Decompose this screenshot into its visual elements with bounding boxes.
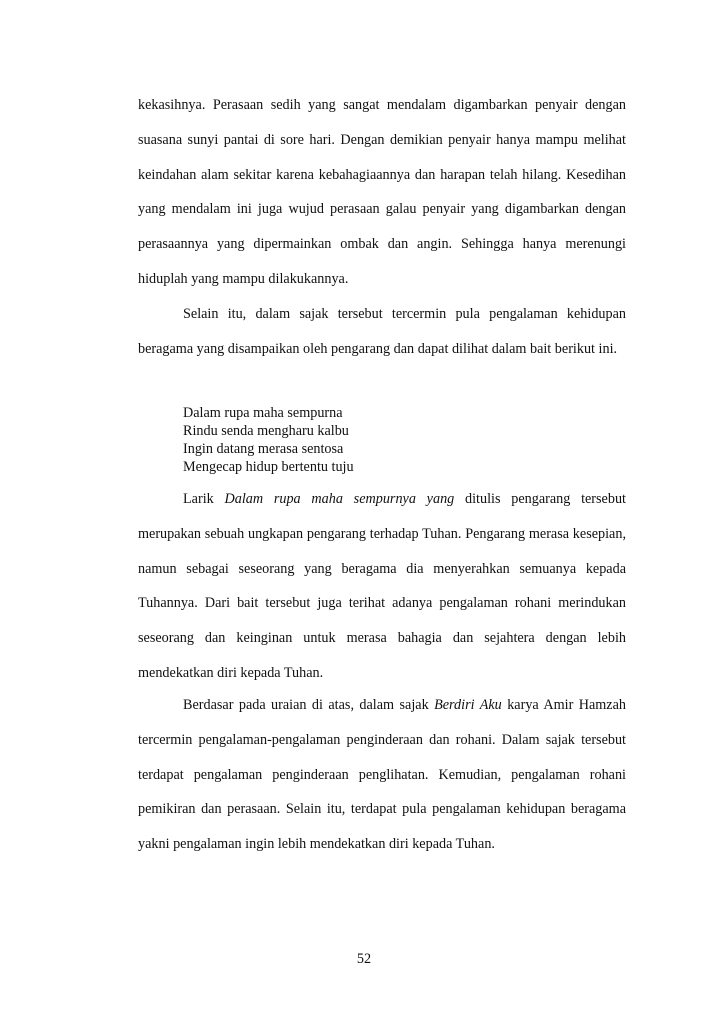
paragraph-4-start: Berdasar pada uraian di atas, dalam sajak <box>183 697 435 713</box>
poem-line: Dalam rupa maha sempurna <box>183 405 343 421</box>
paragraph-3 <box>138 482 626 691</box>
paragraph-3-start: Larik <box>183 491 225 507</box>
poem-line: Ingin datang merasa sentosa <box>183 441 344 457</box>
quoted-line-italic: Dalam rupa maha sempurnya yang <box>224 491 455 507</box>
paragraph-2: Selain itu, dalam sajak tersebut tercermin pula pengalaman kehidupan beragama yang disampaikan oleh pengarang dan dapat dilihat dalam bait berikut ini. <box>138 306 626 357</box>
poem-line: Rindu senda mengharu kalbu <box>183 423 349 439</box>
paragraph-1: kekasihnya. Perasaan sedih yang sangat mendalam digambarkan penyair dengan suasana sunyi pantai di sore hari. Dengan demikian penyair hanya mampu melihat keindahan alam sekitar karena kebahagiaannya dan harapan telah hilang. Kesedihan yang mendalam ini juga wujud perasaan galau penyair yang digambarkan dengan perasaannya yang dipermainkan ombak dan angin. Sehingga hanya merenungi hiduplah yang mampu dilakukannya. <box>138 97 626 287</box>
paragraph-4-rest: karya Amir Hamzah tercermin pengalaman-pengalaman penginderaan dan rohani. Dalam sajak tersebut terdapat pengalaman penginderaan penglihatan. Kemudian, pengalaman rohani pemikiran dan perasaan. Selain itu, terdapat pula pengalaman kehidupan beragama yakni pengalaman ingin lebih mendekatkan diri kepada Tuhan. <box>138 697 626 853</box>
poem-title-italic: Berdiri Aku <box>434 697 502 713</box>
paragraph-4 <box>138 688 626 862</box>
poem-line: Mengecap hidup bertentu tuju <box>183 459 354 475</box>
poem-stanza <box>183 404 354 476</box>
page-number: 52 <box>356 951 372 967</box>
paragraph-3-rest: ditulis pengarang tersebut merupakan sebuah ungkapan pengarang terhadap Tuhan. Pengarang merasa kesepian, namun sebagai seseorang yang beragama dia menyerahkan semuanya kepada Tuhannya. Dari bait tersebut juga terihat adanya pengalaman rohani merindukan seseorang dan keinginan untuk merasa bahagia dan sejahtera dengan lebih mendekatkan diri kepada Tuhan. <box>138 491 626 681</box>
